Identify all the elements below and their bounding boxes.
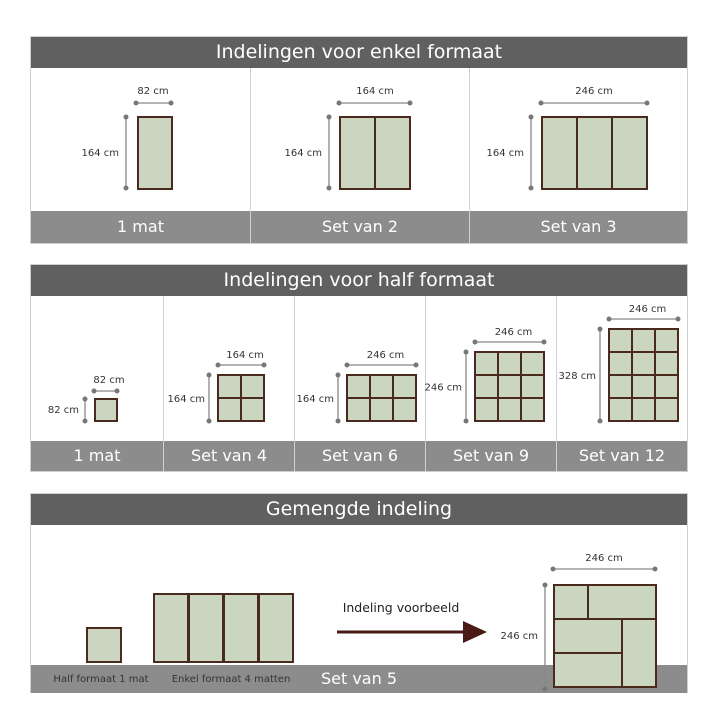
full-size-layouts-panel <box>30 36 688 244</box>
layout-half-4-label: Set van 4 <box>164 441 294 471</box>
mat <box>588 585 656 619</box>
layout-full-3 <box>469 68 687 243</box>
layout-full-2-height-label: 164 cm <box>284 148 322 159</box>
layout-full-2-diagram <box>251 68 470 211</box>
layout-half-1 <box>31 296 163 471</box>
mat <box>609 329 632 352</box>
layout-half-1-diagram <box>31 296 163 441</box>
mat <box>189 594 223 662</box>
mat <box>218 398 241 421</box>
layout-half-1-height-label: 82 cm <box>47 405 79 416</box>
mixed-width-label: 246 cm <box>585 553 623 564</box>
mat <box>138 117 172 189</box>
mat <box>521 398 544 421</box>
mat <box>475 398 498 421</box>
layout-half-6 <box>294 296 425 471</box>
mat <box>521 375 544 398</box>
mat <box>375 117 410 189</box>
half-size-layouts-title: Indelingen voor half formaat <box>31 265 687 296</box>
mat <box>475 352 498 375</box>
mixed-layout-label: Set van 5 <box>31 665 687 693</box>
mat <box>632 398 655 421</box>
mixed-layout-panel <box>30 493 688 693</box>
mat <box>393 398 416 421</box>
mat <box>632 375 655 398</box>
layout-half-6-diagram <box>295 296 426 441</box>
mat <box>521 352 544 375</box>
mat <box>554 619 622 653</box>
layout-half-12-label: Set van 12 <box>557 441 687 471</box>
mat <box>655 398 678 421</box>
mat <box>609 398 632 421</box>
mat <box>609 352 632 375</box>
height-label: 246 cm <box>424 382 462 394</box>
width-label: 246 cm <box>366 350 405 361</box>
layout-half-4 <box>163 296 294 471</box>
layout-full-1-width-label: 82 cm <box>137 86 169 97</box>
full-size-caption: Enkel formaat 4 matten <box>171 674 291 685</box>
mat <box>554 585 588 619</box>
layout-full-1-diagram <box>31 68 250 211</box>
mixed-height-label: 246 cm <box>500 631 538 642</box>
mat <box>370 398 393 421</box>
mat <box>577 117 612 189</box>
layout-half-1-width-label: 82 cm <box>93 375 125 386</box>
layout-half-6-label: Set van 6 <box>295 441 425 471</box>
height-label: 164 cm <box>296 394 334 405</box>
mat <box>632 352 655 375</box>
mat <box>340 117 375 189</box>
mat <box>154 594 188 662</box>
layout-full-1-height-label: 164 cm <box>81 148 119 159</box>
mat <box>655 329 678 352</box>
mat <box>498 352 521 375</box>
layout-full-3-width-label: 246 cm <box>575 86 613 97</box>
layout-full-1 <box>31 68 250 243</box>
layout-full-3-label: Set van 3 <box>470 211 687 243</box>
mat <box>347 398 370 421</box>
mat <box>622 619 656 687</box>
mat <box>393 375 416 398</box>
layout-full-2 <box>250 68 469 243</box>
mixed-layout-title: Gemengde indeling <box>31 494 687 525</box>
layout-full-3-diagram <box>470 68 688 211</box>
layout-full-2-width-label: 164 cm <box>356 86 394 97</box>
mat <box>655 375 678 398</box>
mat <box>609 375 632 398</box>
mat <box>370 375 393 398</box>
height-label: 328 cm <box>558 371 596 382</box>
layout-half-12 <box>556 296 687 471</box>
mat <box>241 375 264 398</box>
mat <box>542 117 577 189</box>
layout-half-9-label: Set van 9 <box>426 441 556 471</box>
half-size-caption: Half formaat 1 mat <box>53 674 149 685</box>
layout-half-9-diagram <box>426 296 557 441</box>
layout-full-1-label: 1 mat <box>31 211 250 243</box>
mat <box>347 375 370 398</box>
mat <box>259 594 293 662</box>
layout-half-1-label: 1 mat <box>31 441 163 471</box>
mat <box>632 329 655 352</box>
mat <box>241 398 264 421</box>
layout-half-12-diagram <box>557 296 688 441</box>
width-label: 164 cm <box>226 350 264 361</box>
mat <box>498 375 521 398</box>
example-caption: Indeling voorbeeld <box>342 600 460 615</box>
mat <box>87 628 121 662</box>
layout-full-3-height-label: 164 cm <box>486 148 524 159</box>
mat <box>218 375 241 398</box>
arrow-head <box>463 621 487 643</box>
mat <box>655 352 678 375</box>
layout-half-4-diagram <box>164 296 295 441</box>
width-label: 246 cm <box>494 327 533 338</box>
height-label: 164 cm <box>167 394 205 405</box>
mat <box>475 375 498 398</box>
full-size-layouts-title: Indelingen voor enkel formaat <box>31 37 687 68</box>
layout-full-2-label: Set van 2 <box>251 211 469 243</box>
half-size-layouts-panel <box>30 264 688 472</box>
width-label: 246 cm <box>628 304 667 315</box>
mat <box>95 399 117 421</box>
mat <box>554 653 622 687</box>
mat <box>612 117 647 189</box>
layout-half-9 <box>425 296 556 471</box>
mat <box>224 594 258 662</box>
mat <box>498 398 521 421</box>
